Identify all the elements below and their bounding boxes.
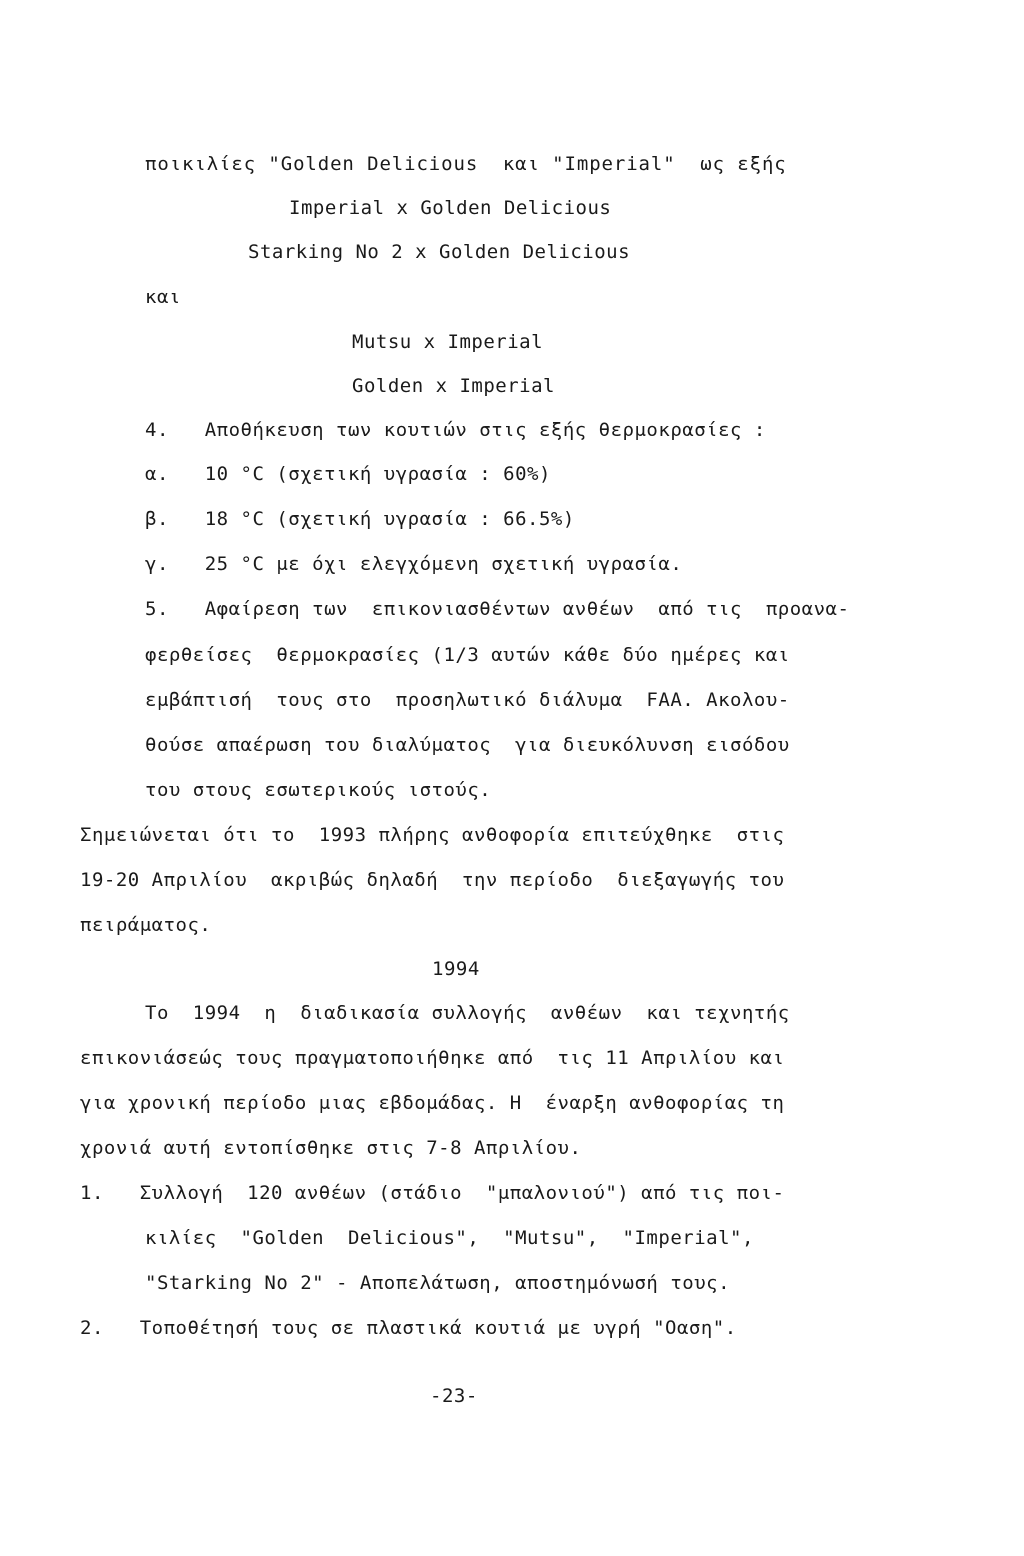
sub-item-a: α. 10 °C (σχετική υγρασία : 60%) (145, 463, 551, 485)
text-line: του στους εσωτερικούς ιστούς. (145, 779, 492, 801)
cross-imperial-golden: Imperial x Golden Delicious (289, 197, 612, 219)
cross-starking-golden: Starking No 2 x Golden Delicious (248, 241, 631, 263)
text-line: κιλίες "Golden Delicious", "Mutsu", "Imperial", (145, 1227, 754, 1249)
sub-item-c: γ. 25 °C με όχι ελεγχόμενη σχετική υγρασία. (145, 553, 683, 575)
paragraph-line: 19-20 Απριλίου ακριβώς δηλαδή την περίοδο διεξαγωγής του (80, 869, 785, 891)
list-item-4: 4. Αποθήκευση των κουτιών στις εξής θερμοκρασίες : (145, 419, 766, 441)
text-line: εμβάπτισή τους στο προσηλωτικό διάλυμα FAA. Ακολου- (145, 689, 790, 711)
paragraph-line: Το 1994 η διαδικασία συλλογής ανθέων και τεχνητής (145, 1002, 790, 1024)
cross-mutsu-imperial: Mutsu x Imperial (352, 331, 544, 353)
text-line: και (145, 286, 181, 308)
list-item-2: 2. Τοποθέτησή τους σε πλαστικά κουτιά με υγρή "Οαση". (80, 1317, 737, 1339)
paragraph-line: για χρονική περίοδο μιας εβδομάδας. Η έναρξη ανθοφορίας τη (80, 1092, 785, 1114)
sub-item-b: β. 18 °C (σχετική υγρασία : 66.5%) (145, 508, 575, 530)
section-heading: 1994 (432, 958, 480, 980)
paragraph-line: Σημειώνεται ότι το 1993 πλήρης ανθοφορία επιτεύχθηκε στις (80, 824, 785, 846)
text-line: θούσε απαέρωση του διαλύματος για διευκόλυνση εισόδου (145, 734, 790, 756)
page-number: -23- (430, 1385, 478, 1407)
text-line: ποικιλίες "Golden Delicious και "Imperial" ως εξής (145, 153, 787, 175)
text-line: φερθείσες θερμοκρασίες (1/3 αυτών κάθε δύο ημέρες και (145, 644, 790, 666)
text-line: "Starking No 2" - Αποπελάτωση, αποστημόνωσή τους. (145, 1272, 731, 1294)
paragraph-line: χρονιά αυτή εντοπίσθηκε στις 7-8 Απριλίου. (80, 1137, 582, 1159)
list-item-1: 1. Συλλογή 120 ανθέων (στάδιο "μπαλονιού") από τις ποι- (80, 1182, 785, 1204)
cross-golden-imperial: Golden x Imperial (352, 375, 555, 397)
paragraph-line: επικονιάσεώς τους πραγματοποιήθηκε από τις 11 Απριλίου και (80, 1047, 785, 1069)
paragraph-line: πειράματος. (80, 914, 212, 936)
list-item-5: 5. Αφαίρεση των επικονιασθέντων ανθέων από τις προανα- (145, 598, 850, 620)
